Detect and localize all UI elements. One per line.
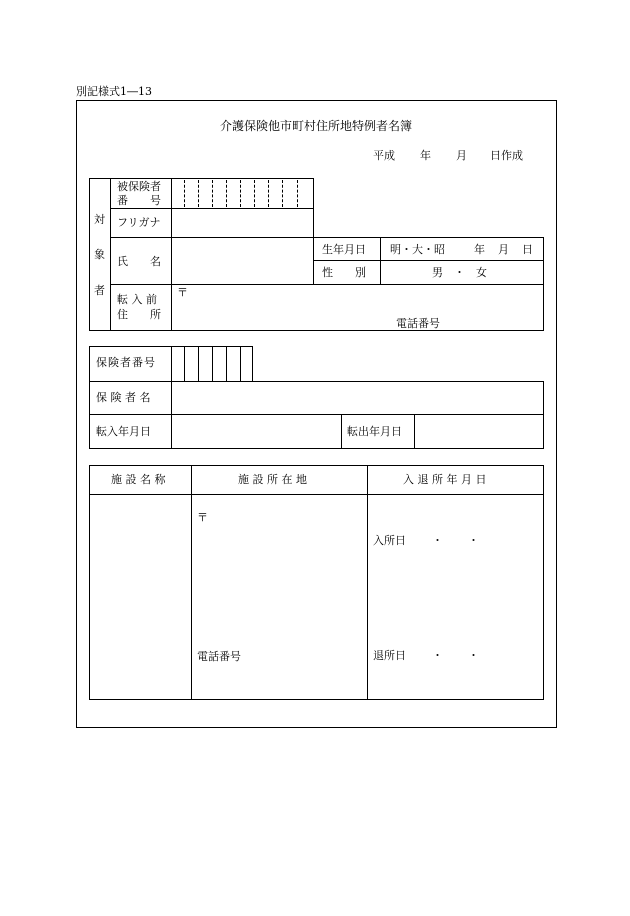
form-id: 別記様式1―13	[76, 85, 152, 98]
birthdate-eras: 明・大・昭	[390, 243, 445, 256]
insurer-number-label: 保険者番号	[96, 356, 156, 369]
subject-label-3: 者	[94, 284, 105, 297]
facility-phone-label: 電話番号	[197, 650, 241, 663]
facility-name-header: 施 設 名 称	[111, 473, 166, 486]
date-year: 年	[420, 149, 431, 162]
move-out-label: 転出年月日	[347, 425, 402, 438]
prev-address-label-2: 住 所	[117, 308, 161, 321]
prev-address-field[interactable]	[172, 285, 542, 329]
sex-label: 性 別	[322, 266, 366, 279]
sex-options: 男 ・ 女	[432, 266, 487, 279]
facility-postal-mark: 〒	[197, 511, 208, 524]
prev-address-label-1: 転 入 前	[117, 293, 157, 306]
discharge-dot-1: ・	[432, 649, 443, 662]
admission-dot-1: ・	[432, 534, 443, 547]
discharge-label: 退所日	[373, 649, 406, 662]
insurer-name-label: 保 険 者 名	[96, 391, 151, 404]
facility-dates-field[interactable]	[368, 495, 542, 698]
insurer-name-field[interactable]	[172, 382, 542, 413]
insured-number-label-2: 番 号	[117, 194, 161, 207]
insurer-number-field[interactable]	[172, 347, 252, 380]
phone-label: 電話番号	[396, 317, 440, 330]
insured-number-label-1: 被保険者	[117, 180, 161, 193]
subject-label-2: 象	[94, 248, 105, 261]
birthdate-month: 月	[498, 243, 509, 256]
name-field[interactable]	[172, 238, 312, 283]
birthdate-year: 年	[474, 243, 485, 256]
admission-label: 入所日	[373, 534, 406, 547]
facility-address-field[interactable]	[192, 495, 366, 698]
furigana-label: フリガナ	[117, 216, 161, 229]
date-era: 平成	[373, 149, 395, 162]
name-label: 氏 名	[117, 255, 161, 268]
postal-mark: 〒	[177, 286, 188, 299]
facility-name-field[interactable]	[90, 495, 190, 698]
birthdate-day: 日	[522, 243, 533, 256]
birthdate-label: 生年月日	[322, 243, 366, 256]
move-in-field[interactable]	[172, 415, 340, 447]
facility-address-header: 施 設 所 在 地	[238, 473, 307, 486]
form-title: 介護保険他市町村住所地特例者名簿	[220, 119, 413, 133]
date-day: 日作成	[490, 149, 523, 162]
admission-dot-2: ・	[468, 534, 479, 547]
date-month: 月	[456, 149, 467, 162]
insured-number-field[interactable]	[172, 179, 312, 207]
furigana-field[interactable]	[172, 209, 312, 236]
subject-label-1: 対	[94, 213, 105, 226]
discharge-dot-2: ・	[468, 649, 479, 662]
facility-dates-header: 入 退 所 年 月 日	[403, 473, 487, 486]
move-out-field[interactable]	[415, 415, 542, 447]
move-in-label: 転入年月日	[96, 425, 151, 438]
